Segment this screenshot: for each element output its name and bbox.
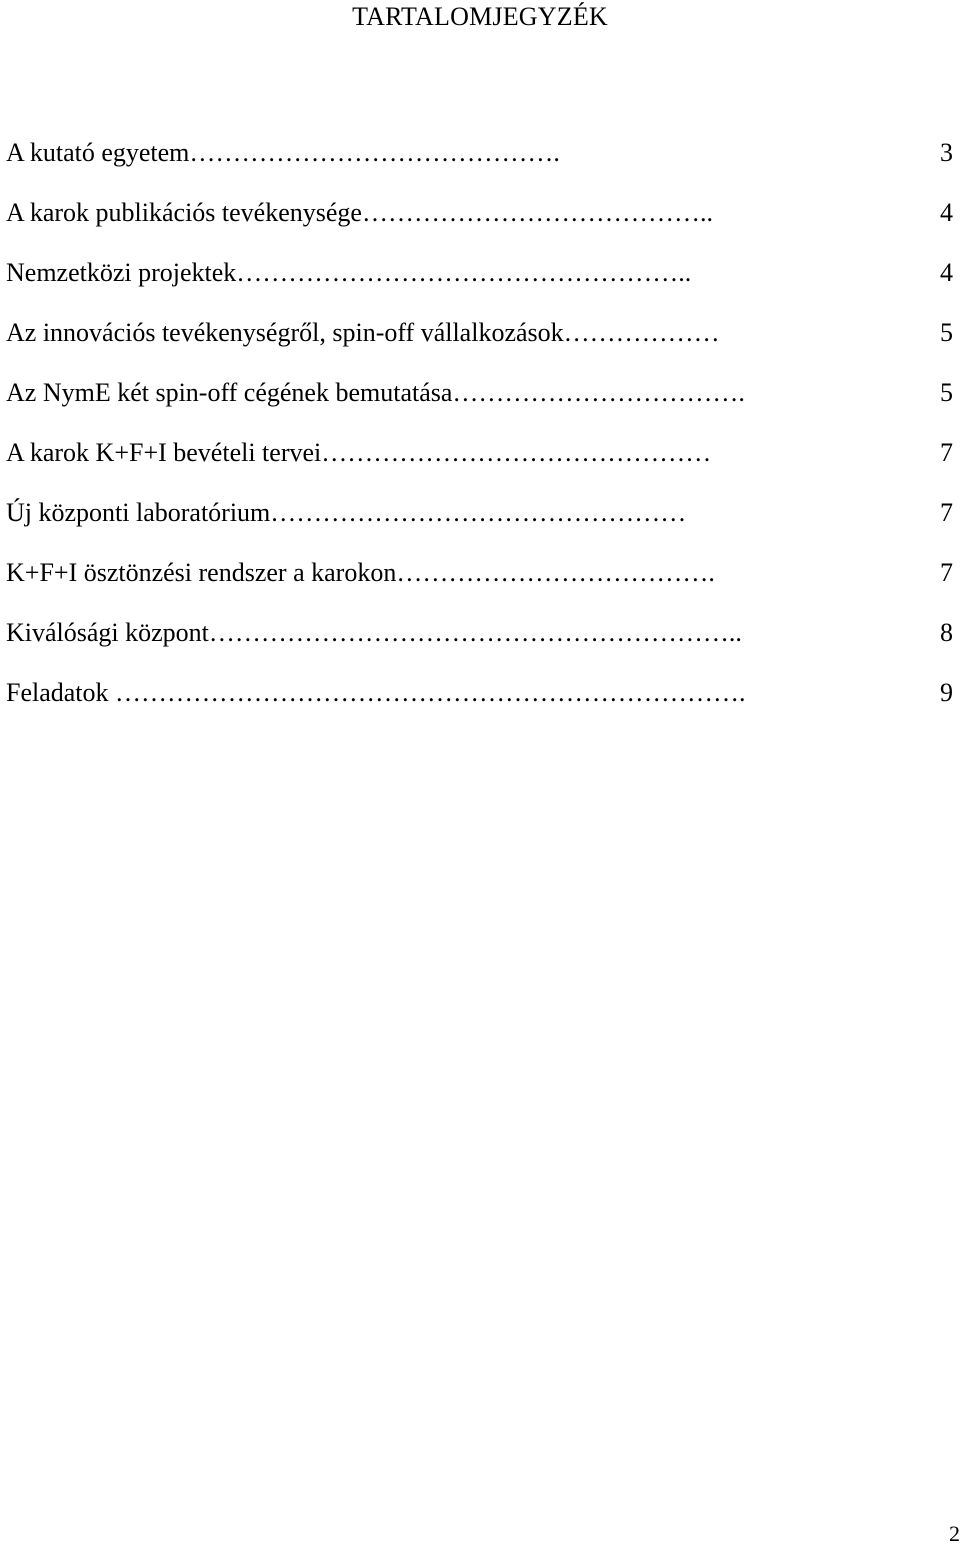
page-number: 2 bbox=[949, 1521, 960, 1546]
toc-entry bbox=[6, 553, 953, 613]
toc-entry bbox=[6, 133, 953, 193]
toc-entry-page: 5 bbox=[940, 378, 953, 407]
toc-entry bbox=[6, 313, 953, 373]
toc-entry-page: 4 bbox=[940, 198, 953, 227]
toc-entry-title: Kiválósági központ…………………………………………………….. bbox=[6, 618, 742, 647]
toc-entry-page: 7 bbox=[940, 438, 953, 467]
toc-entry bbox=[6, 253, 953, 313]
toc-entry-page: 7 bbox=[940, 498, 953, 527]
page-title: TARTALOMJEGYZÉK bbox=[352, 2, 608, 31]
toc-entry-title: A karok K+F+I bevételi tervei……………………………………… bbox=[6, 438, 712, 467]
table-of-contents bbox=[6, 133, 953, 733]
toc-entry-page: 9 bbox=[940, 678, 953, 707]
toc-entry-title: Az innovációs tevékenységről, spin-off vállalkozások……………… bbox=[6, 318, 720, 347]
toc-entry bbox=[6, 373, 953, 433]
toc-entry-title: Nemzetközi projektek…………………………………………….. bbox=[6, 258, 692, 287]
toc-entry bbox=[6, 613, 953, 673]
toc-entry bbox=[6, 493, 953, 553]
toc-entry-title: Új központi laboratórium………………………………………… bbox=[6, 498, 687, 527]
toc-entry-page: 8 bbox=[940, 618, 953, 647]
toc-entry bbox=[6, 673, 953, 733]
toc-entry-page: 7 bbox=[940, 558, 953, 587]
toc-entry-title: K+F+I ösztönzési rendszer a karokon………………………………. bbox=[6, 558, 715, 587]
toc-entry bbox=[6, 433, 953, 493]
toc-entry-page: 4 bbox=[940, 258, 953, 287]
toc-entry bbox=[6, 193, 953, 253]
toc-entry-title: Feladatok ………………………………………………………………. bbox=[6, 678, 746, 707]
toc-entry-title: Az NymE két spin-off cégének bemutatása……………………………. bbox=[6, 378, 745, 407]
toc-entry-page: 5 bbox=[940, 318, 953, 347]
toc-entry-title: A karok publikációs tevékenysége………………………………….. bbox=[6, 198, 713, 227]
toc-entry-title: A kutató egyetem……………………………………. bbox=[6, 138, 560, 167]
toc-entry-page: 3 bbox=[940, 138, 953, 167]
